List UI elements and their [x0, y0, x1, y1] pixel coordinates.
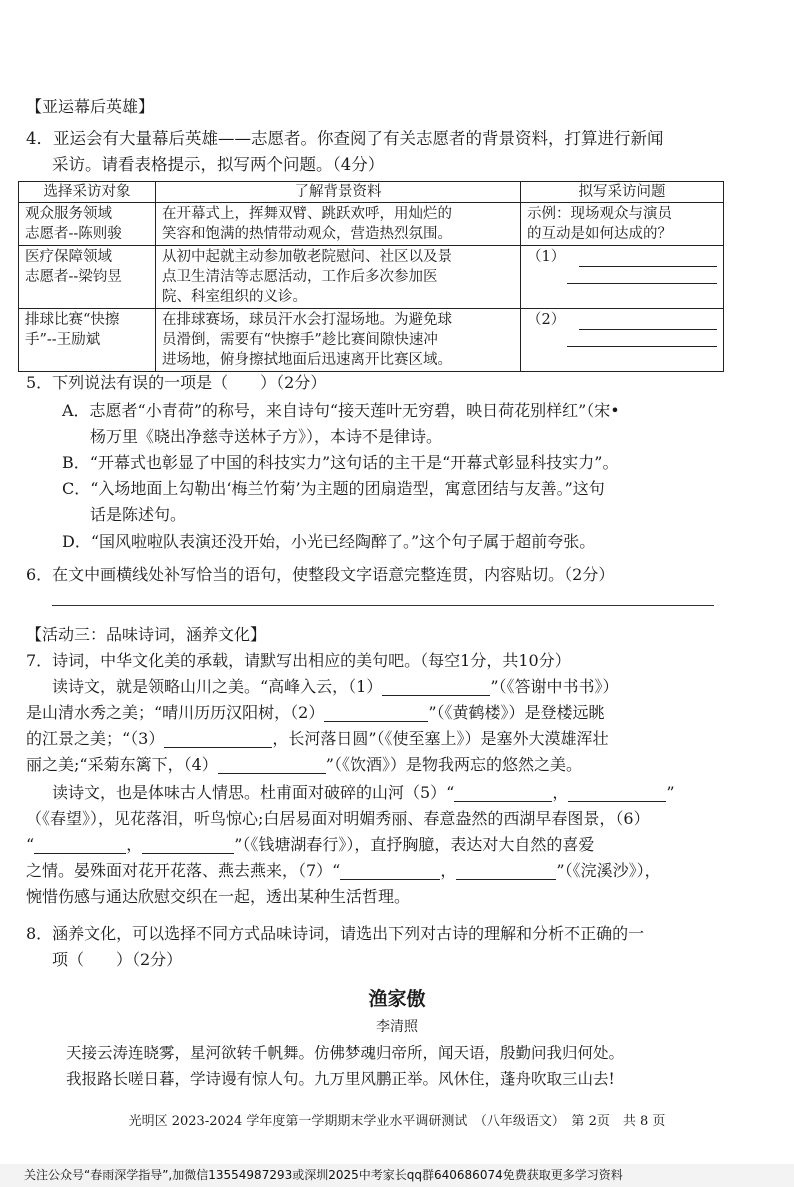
q7-para2-line4: 之情。晏殊面对花开花落、燕去燕来，（7）“ ， ”（《浣溪沙》）， [26, 861, 661, 880]
answer-line[interactable] [567, 330, 717, 347]
background-text: 院、科室组织的义诊。 [162, 289, 307, 305]
answer-label-1: （1） [527, 249, 566, 265]
example-question-text: 示例：现场观众与演员 [527, 206, 672, 222]
fill-blank-1[interactable] [382, 677, 490, 696]
background-text: 笑容和饱满的热情带动观众，营造热烈氛围。 [162, 226, 452, 242]
bottom-promo-note: 关注公众号“春雨深学指导”,加微信13554987293或深圳2025中考家长qq群640686074免费获取更多学习资料 [0, 1164, 794, 1187]
answer-label-2: （2） [527, 312, 566, 328]
table-header-target: 选择采访对象 [19, 182, 156, 203]
background-text: 从初中起就主动参加敬老院慰问、社区以及景 [162, 249, 452, 265]
section-heading-asian-games: 【亚运幕后英雄】 [26, 97, 155, 116]
q7-para1-line2: 是山清水秀之美；“晴川历历汉阳树，（2） ”（《黄鹤楼》）是登楼远眺 [26, 703, 605, 722]
q7-para1-line4: 丽之美;“采菊东篱下，（4） ”（《饮酒》）是物我两忘的悠然之美。 [26, 755, 582, 774]
q7-para1-line1: 读诗文，就是领略山川之美。“高峰入云，（1） ”（《答谢中书书》） [52, 677, 619, 696]
table-header-question: 拟写采访问题 [521, 182, 724, 203]
table-row [19, 203, 724, 246]
question-4-stem-line1: 4．亚运会有大量幕后英雄——志愿者。你查阅了有关志愿者的背景资料，打算进行新闻 [26, 129, 664, 148]
question-5-option-a: A．志愿者“小青荷”的称号，来自诗句“接天莲叶无穷碧，映日荷花别样红”（宋• [62, 401, 620, 420]
question-5-option-d: D．“国风啦啦队表演还没开始，小光已经陶醉了。”这个句子属于超前夸张。 [62, 532, 596, 551]
question-8-stem-line1: 8．涵养文化，可以选择不同方式品味诗词，请选出下列对古诗的理解和分析不正确的一 [26, 924, 645, 943]
background-text: 员滑倒，需要有“快擦手”趁比赛间隙快速冲 [162, 332, 438, 348]
question-6-stem: 6．在文中画横线处补写恰当的语句，使整段文字语意完整连贯，内容贴切。（2分） [26, 565, 615, 584]
background-text: 在开幕式上，挥舞双臂、跳跃欢呼，用灿烂的 [162, 206, 452, 222]
answer-line[interactable] [579, 252, 717, 267]
question-8-stem-line2: 项（ ）（2分） [52, 950, 183, 969]
interview-target-cell [19, 203, 156, 246]
table-header-background: 了解背景资料 [156, 182, 521, 203]
answer-cell-2[interactable] [521, 309, 724, 372]
target-text: 观众服务领域 [25, 206, 112, 222]
background-cell [156, 246, 521, 309]
interview-target-cell [19, 246, 156, 309]
background-cell [156, 203, 521, 246]
poem-line-1: 天接云涛连晓雾，星河欲转千帆舞。仿佛梦魂归帝所，闻天语，殷勤问我归何处。 [66, 1044, 625, 1062]
q7-para2-line5: 惋惜伤感与通达欣慰交织在一起，透出某种生活哲理。 [26, 887, 411, 906]
fill-blank-6b[interactable] [142, 835, 234, 854]
question-4-stem-line2: 采访。请看表格提示，拟写两个问题。（4分） [52, 155, 385, 174]
background-text: 点卫生清洁等志愿活动，工作后多次参加医 [162, 269, 438, 285]
target-text: 志愿者--陈则骏 [25, 226, 122, 242]
question-5-option-c-cont: 话是陈述句。 [90, 505, 187, 524]
target-text: 手”--王励斌 [25, 332, 101, 348]
background-text: 在排球赛场，球员汗水会打湿场地。为避免球 [162, 312, 452, 328]
poem-title: 渔家傲 [368, 988, 426, 1010]
example-question-cell [521, 203, 724, 246]
answer-line[interactable] [579, 315, 717, 330]
page-footer: 光明区 2023-2024 学年度第一学期期末学业水平调研测试 （八年级语文） 第 2页 共 8 页 [128, 1114, 666, 1129]
fill-blank-7a[interactable] [340, 861, 440, 880]
table-row [19, 246, 724, 309]
background-text: 进场地，俯身擦拭地面后迅速离开比赛区域。 [162, 352, 452, 368]
q7-para2-line3: “ ， ”（《钱塘湖春行》），直抒胸臆，表达对大自然的喜爱 [26, 835, 595, 854]
background-cell [156, 309, 521, 372]
answer-line[interactable] [567, 267, 717, 284]
target-text: 医疗保障领域 [25, 249, 112, 265]
q7-para2-line2: （《春望》），见花落泪，听鸟惊心;白居易面对明媚秀丽、春意盎然的西湖早春图景，（6） [26, 809, 650, 828]
table-header-row [19, 182, 724, 203]
fill-blank-2[interactable] [324, 703, 428, 722]
answer-cell-1[interactable] [521, 246, 724, 309]
q7-para1-line3: 的江景之美；“（3） ，长河落日圆”（《使至塞上》）是塞外大漠雄浑壮 [26, 729, 609, 748]
example-question-text: 的互动是如何达成的？ [527, 226, 672, 242]
fill-blank-5a[interactable] [454, 783, 552, 802]
interview-target-cell [19, 309, 156, 372]
interview-table [18, 181, 724, 372]
target-text: 排球比赛“快擦 [25, 312, 120, 328]
question-7-stem: 7．诗词，中华文化美的承载，请默写出相应的美句吧。（每空1分，共10分） [26, 651, 571, 670]
question-5-option-c: C．“入场地面上勾勒出‘梅兰竹菊’为主题的团扇造型，寓意团结与友善。”这句 [62, 479, 605, 498]
question-5-option-b: B．“开幕式也彰显了中国的科技实力”这句话的主干是“开幕式彰显科技实力”。 [62, 453, 619, 472]
target-text: 志愿者--梁钧昱 [25, 269, 122, 285]
poem-author: 李清照 [376, 1019, 418, 1035]
fill-blank-5b[interactable] [568, 783, 666, 802]
section-heading-activity3: 【活动三：品味诗词，涵养文化】 [26, 625, 267, 644]
question-6-answer-line[interactable] [52, 604, 714, 606]
fill-blank-7b[interactable] [456, 861, 556, 880]
question-5-option-a-cont: 杨万里《晓出净慈寺送林子方》），本诗不是律诗。 [90, 427, 443, 446]
fill-blank-6a[interactable] [34, 835, 126, 854]
question-5-stem: 5．下列说法有误的一项是（ ）（2分） [26, 373, 327, 392]
fill-blank-3[interactable] [164, 729, 272, 748]
table-row [19, 309, 724, 372]
fill-blank-4[interactable] [218, 755, 326, 774]
q7-para2-line1: 读诗文，也是体味古人情思。杜甫面对破碎的山河（5）“ ， ” [52, 783, 675, 802]
poem-line-2: 我报路长嗟日暮，学诗谩有惊人句。九万里风鹏正举。风休住，蓬舟吹取三山去! [66, 1070, 615, 1088]
